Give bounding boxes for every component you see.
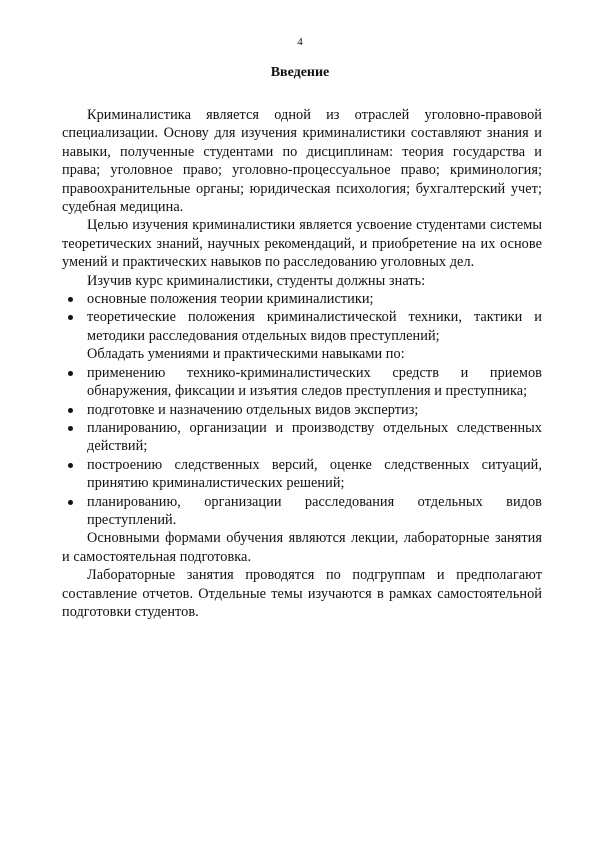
paragraph-skills-intro: Обладать умениями и практическими навыками по: [87, 346, 405, 363]
list-item [62, 456, 542, 493]
bullet-icon [68, 408, 73, 413]
bullet-icon [68, 297, 73, 302]
skills-list [62, 364, 542, 530]
list-item [62, 401, 542, 419]
bullet-icon [68, 426, 73, 431]
bullet-icon [68, 315, 73, 320]
paragraph-forms: Основными формами обучения являются лекции, лабораторные занятия и самостоятельная подготовка. [62, 530, 542, 565]
paragraph-labs: Лабораторные занятия проводятся по подгруппам и предполагают составление отчетов. Отдельные темы изучаются в рамках самостоятельной подготовки студентов. [62, 567, 542, 620]
list-item [62, 364, 542, 401]
list-item-text: основные положения теории криминалистики; [87, 291, 374, 308]
list-item [62, 419, 542, 456]
list-item [62, 290, 542, 308]
paragraph-intro: Криминалистика является одной из отраслей уголовно-правовой специализации. Основу для изучения криминалистики составляют знания и навыки, полученные студентами по дисциплинам: теория государства и права; уголовное право; уголовно-процессуальное право; криминология; правоохранительные органы; юридическая психология; бухгалтерский учет; судебная медицина. [62, 107, 542, 216]
list-item [62, 308, 542, 345]
list-item-text: планированию, организации и производству отдельных следственных действий; [87, 419, 542, 455]
paragraph-goal: Целью изучения криминалистики является усвоение студентами системы теоретических знаний, научных рекомендаций, и приобретение на их основе умений и практических навыков по расследованию уголовных дел. [62, 217, 542, 271]
bullet-icon [68, 371, 73, 376]
page-title: Введение [270, 65, 330, 80]
list-item-text: подготовке и назначению отдельных видов экспертиз; [87, 401, 419, 418]
list-item-text: планированию, организации расследования отдельных видов преступлений. [87, 493, 542, 528]
page-content [62, 106, 542, 621]
bullet-icon [68, 463, 73, 468]
list-item [62, 493, 542, 530]
list-item-text: построению следственных версий, оценке следственных ситуаций, принятию криминалистических решений; [87, 456, 542, 492]
know-list [62, 290, 542, 345]
bullet-icon [68, 500, 73, 505]
list-item-text: применению технико-криминалистических средств и приемов обнаружения, фиксации и изъятия следов преступления и преступника; [87, 364, 542, 400]
list-item-text: теоретические положения криминалистической техники, тактики и методики расследования отдельных видов преступлений; [87, 309, 542, 344]
page-number: 4 [297, 36, 303, 48]
paragraph-know-intro: Изучив курс криминалистики, студенты должны знать: [87, 272, 426, 289]
